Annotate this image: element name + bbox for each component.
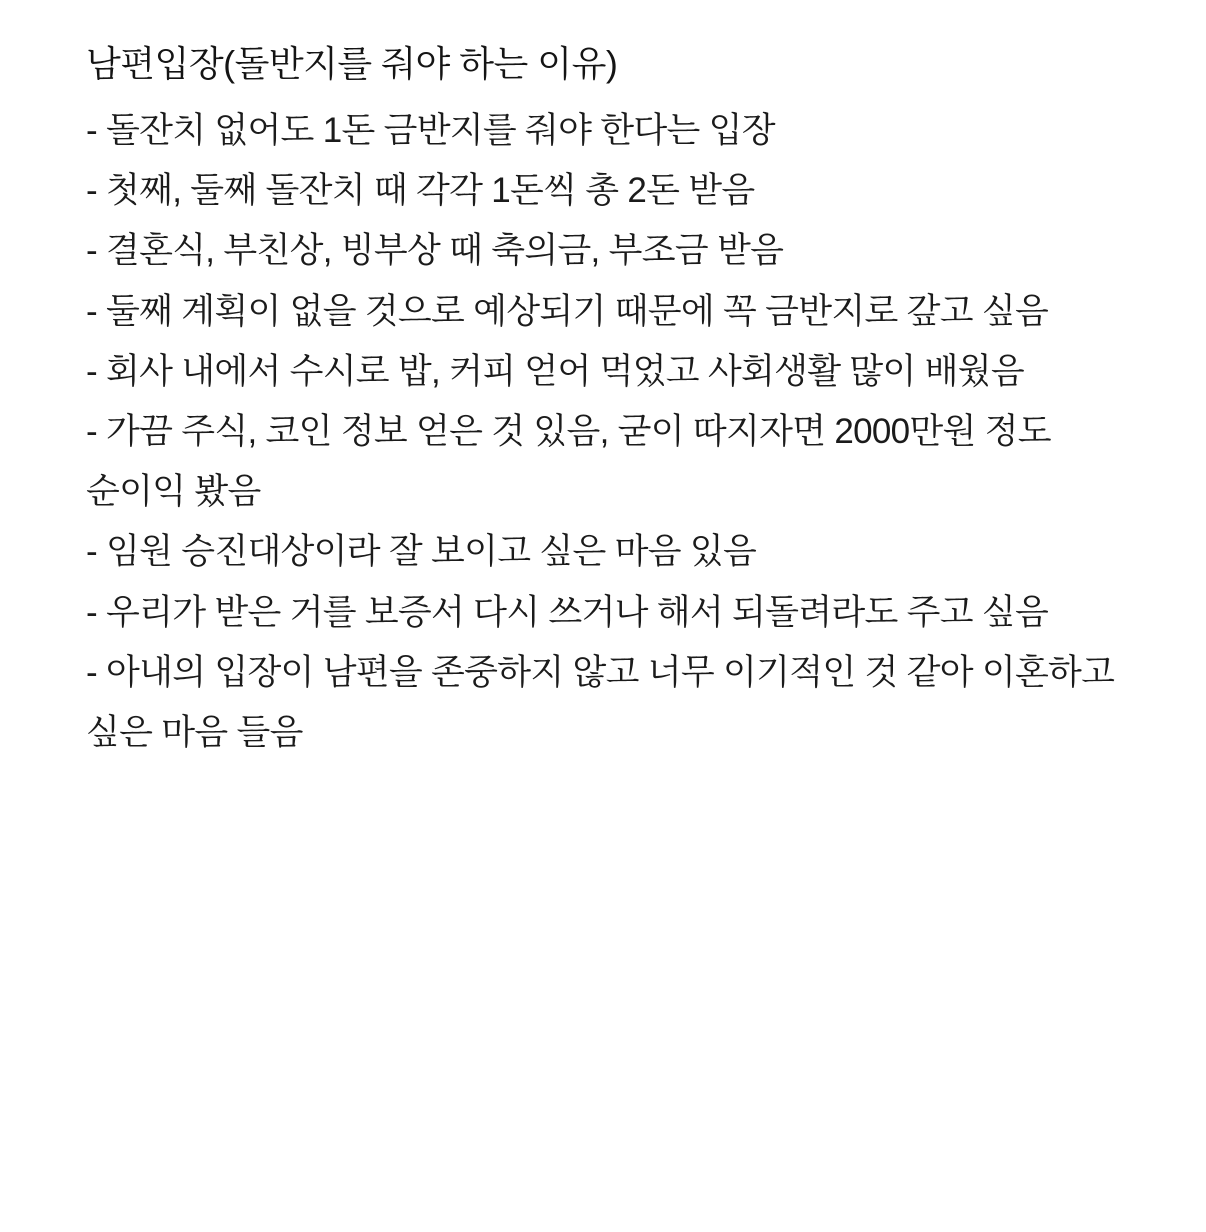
list-item: - 우리가 받은 거를 보증서 다시 쓰거나 해서 되돌려라도 주고 싶음 [86,592,1049,632]
list-item: - 가끔 주식, 코인 정보 얻은 것 있음, 굳이 따지자면 2000만원 정도 순이익 봤음 [86,412,1060,512]
list-item: - 둘째 계획이 없을 것으로 예상되기 때문에 꼭 금반지로 갚고 싶음 [86,291,1049,331]
list-item: - 결혼식, 부친상, 빙부상 때 축의금, 부조금 받음 [86,231,784,271]
list-item: - 임원 승진대상이라 잘 보이고 싶은 마음 있음 [86,532,757,572]
page-title: 남편입장(돌반지를 줘야 하는 이유) [86,43,618,84]
list-item: - 아내의 입장이 남편을 존중하지 않고 너무 이기적인 것 같아 이혼하고 싶은 마음 들음 [86,652,1124,752]
list-item: - 회사 내에서 수시로 밥, 커피 얻어 먹었고 사회생활 많이 배웠음 [86,351,1024,391]
list-item: - 돌잔치 없어도 1돈 금반지를 줘야 한다는 입장 [86,111,775,151]
list-item: - 첫째, 둘째 돌잔치 때 각각 1돈씩 총 2돈 받음 [86,171,755,211]
document-body [86,101,1130,763]
